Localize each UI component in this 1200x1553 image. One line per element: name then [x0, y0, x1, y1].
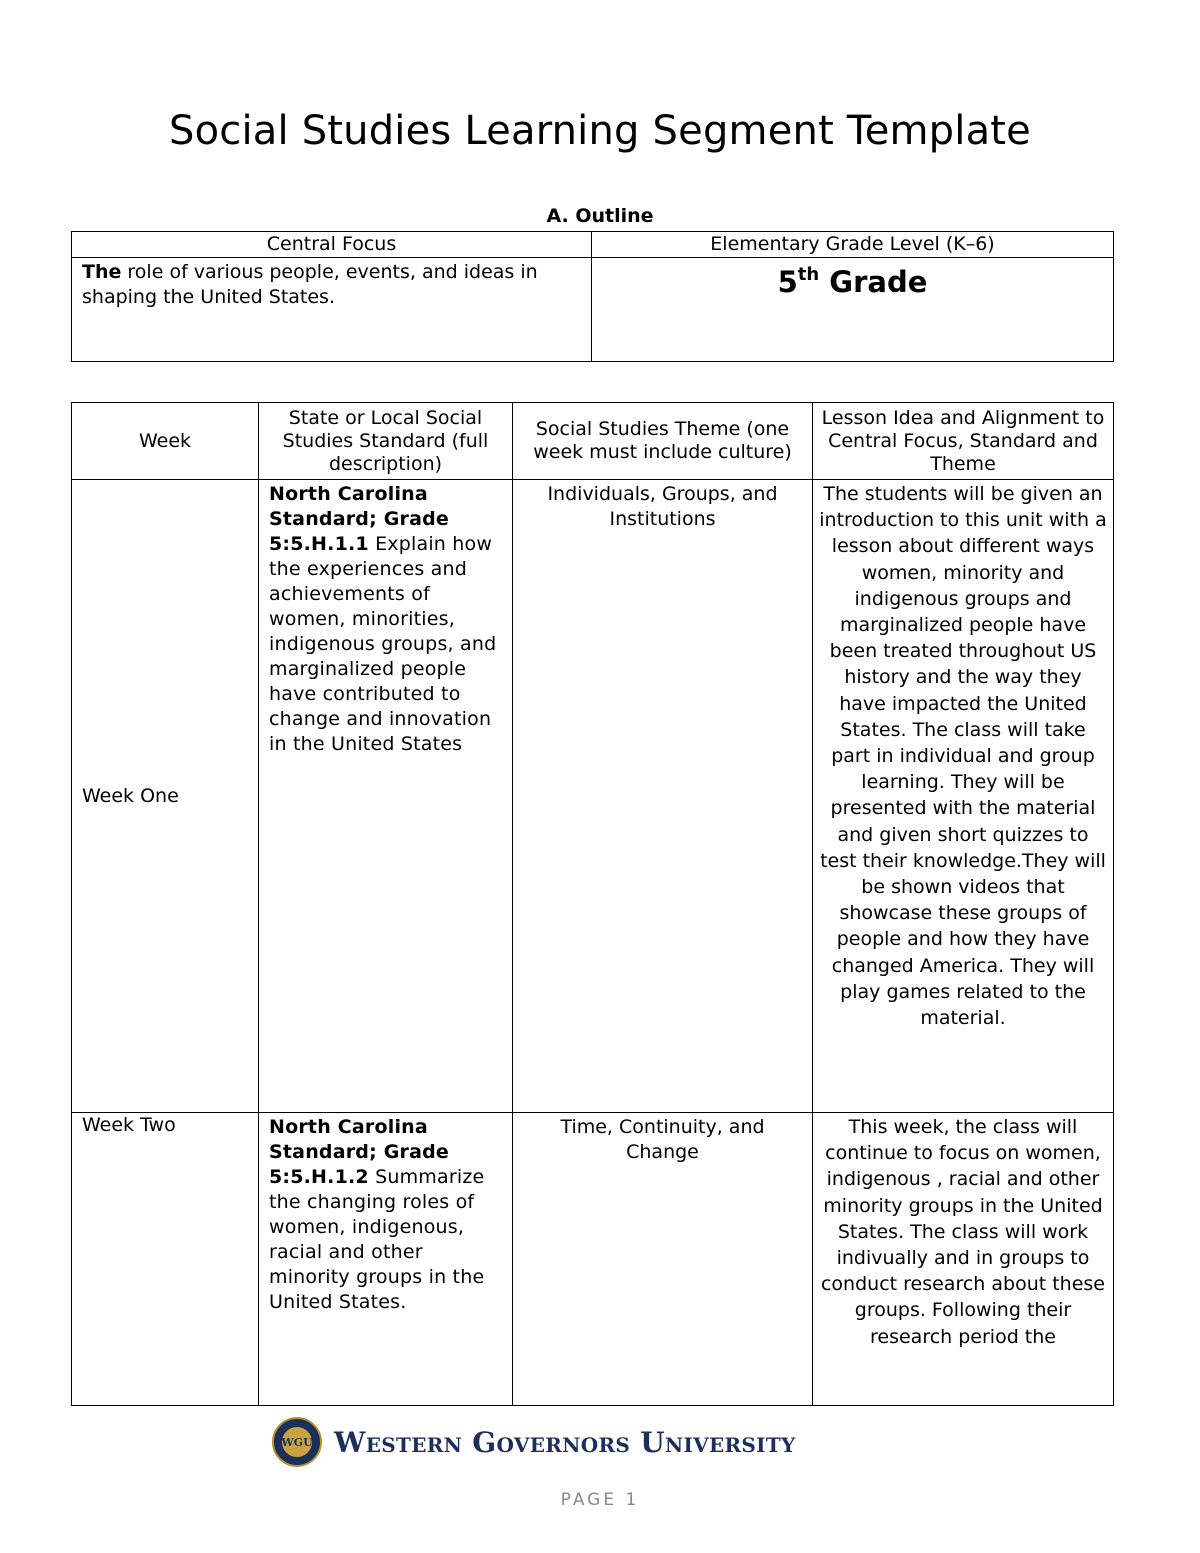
lesson-cell — [813, 1113, 1114, 1406]
standard-cell — [259, 1113, 513, 1406]
wgu-logo — [272, 1416, 892, 1468]
grade-level-cell — [592, 258, 1114, 362]
central-focus-cell — [72, 258, 592, 362]
page-number: PAGE 1 — [560, 1490, 640, 1510]
standard-column-header: State or Local Social Studies Standard (full description) — [259, 403, 513, 480]
outline-table — [71, 231, 1114, 362]
university-seal-icon — [272, 1417, 322, 1467]
standard-cell — [259, 480, 513, 1113]
university-wordmark: Western Governors University — [334, 1425, 796, 1459]
segment-header-row — [72, 403, 1114, 480]
grade-word: Grade — [829, 265, 928, 299]
document-title: Social Studies Learning Segment Template — [168, 108, 1031, 154]
standard-code: North Carolina Standard; Grade 5:5.H.1.1 — [269, 483, 449, 555]
central-focus-header: Central Focus — [72, 232, 592, 258]
theme-column-header: Social Studies Theme (one week must include culture) — [513, 403, 813, 480]
seal-monogram: WGU — [280, 1425, 314, 1459]
standard-description: Explain how the experiences and achievements of women, minorities, indigenous groups, and marginalized people have contributed to change and innovation in the United States — [269, 533, 497, 755]
outline-heading: A. Outline — [546, 205, 654, 227]
central-focus-lead: The — [82, 261, 122, 283]
lesson-column-header: Lesson Idea and Alignment to Central Focus, Standard and Theme — [813, 403, 1114, 480]
table-row — [72, 1113, 1114, 1406]
grade-suffix: th — [797, 264, 820, 285]
lesson-text: This week, the class will continue to focus on women, indigenous , racial and other minority groups in the United States. The class will work indivually and in groups to conduct research about these groups. Following their research period the — [820, 1116, 1106, 1348]
week-cell: Week Two — [72, 1113, 259, 1406]
week-column-header: Week — [72, 403, 259, 480]
theme-cell: Time, Continuity, and Change — [513, 1113, 813, 1406]
week-cell: Week One — [72, 480, 259, 1113]
standard-description: Summarize the changing roles of women, indigenous, racial and other minority groups in the United States. — [269, 1166, 485, 1313]
grade-level-header: Elementary Grade Level (K–6) — [592, 232, 1114, 258]
theme-cell: Individuals, Groups, and Institutions — [513, 480, 813, 1113]
standard-code: North Carolina Standard; Grade 5:5.H.1.2 — [269, 1116, 449, 1188]
segment-table — [71, 402, 1114, 1406]
lesson-cell: The students will be given an introduction to this unit with a lesson about different ways women, minority and indigenous groups and marginalized people have been treated throughout US history and the way they have impacted the United States. The class will take part in individual and group learning. They will be presented with the material and given short quizzes to test their knowledge.They will be shown videos that showcase these groups of people and how they have changed America. They will play games related to the material. — [813, 480, 1114, 1113]
central-focus-text: role of various people, events, and ideas in shaping the United States. — [82, 261, 538, 308]
grade-number: 5 — [777, 265, 798, 299]
table-row — [72, 480, 1114, 1113]
